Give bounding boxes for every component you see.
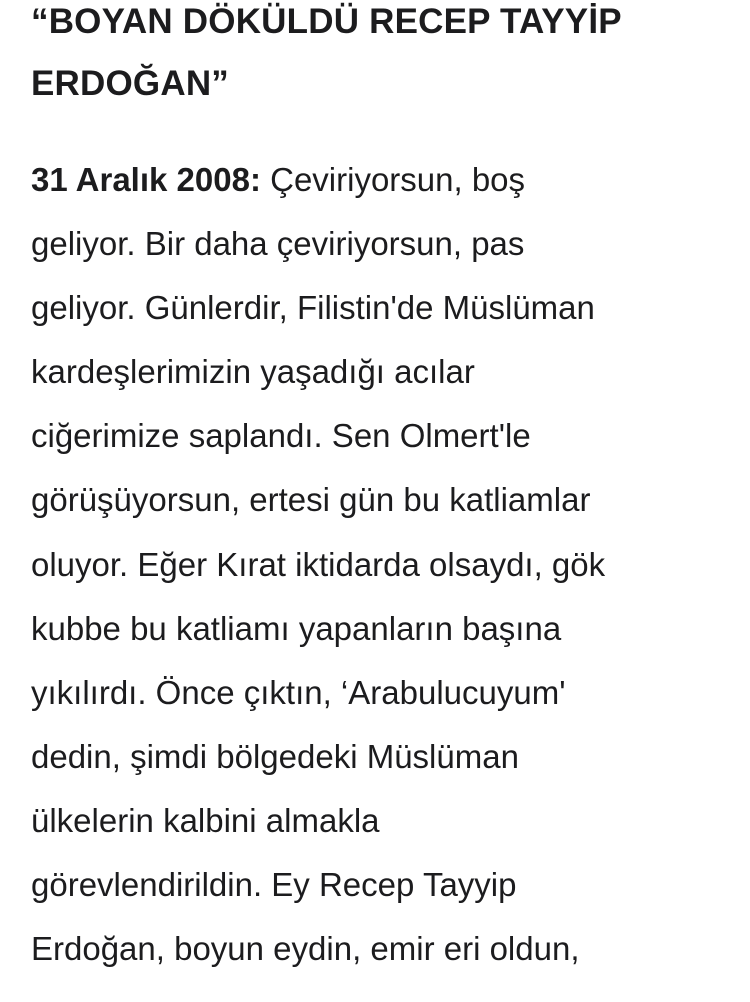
dateline: 31 Aralık 2008: (31, 161, 261, 198)
article (31, 0, 731, 968)
body-line-10: dedin, şimdi bölgedeki Müslüman (31, 737, 519, 775)
body-line-1 (31, 148, 731, 212)
body-line-2: geliyor. Bir daha çeviriyorsun, pas (31, 225, 525, 263)
body-line-9: yıkılırdı. Önce çıktın, ‘Arabulucuyum' (31, 673, 566, 711)
body-line-8: kubbe bu katliamı yapanların başına (31, 609, 562, 647)
headline-line-2: ERDOĞAN” (31, 64, 229, 103)
body-line-12: görevlendirildin. Ey Recep Tayyip (31, 866, 517, 904)
article-body (31, 148, 731, 981)
body-line-1-text: Çeviriyorsun, boş (260, 161, 526, 198)
headline-line-1: “BOYAN DÖKÜLDÜ RECEP TAYYİP (31, 2, 622, 41)
body-line-4: kardeşlerimizin yaşadığı acılar (31, 353, 475, 391)
body-line-5: ciğerimize saplandı. Sen Olmert'le (31, 417, 531, 455)
body-line-6: görüşüyorsun, ertesi gün bu katliamlar (31, 481, 591, 519)
body-line-13: Erdoğan, boyun eydin, emir eri oldun, (31, 930, 580, 968)
article-headline (31, 0, 731, 115)
body-line-7: oluyor. Eğer Kırat iktidarda olsaydı, gök (31, 545, 606, 583)
body-line-11: ülkelerin kalbini almakla (31, 801, 380, 839)
body-line-3: geliyor. Günlerdir, Filistin'de Müslüman (31, 289, 595, 327)
